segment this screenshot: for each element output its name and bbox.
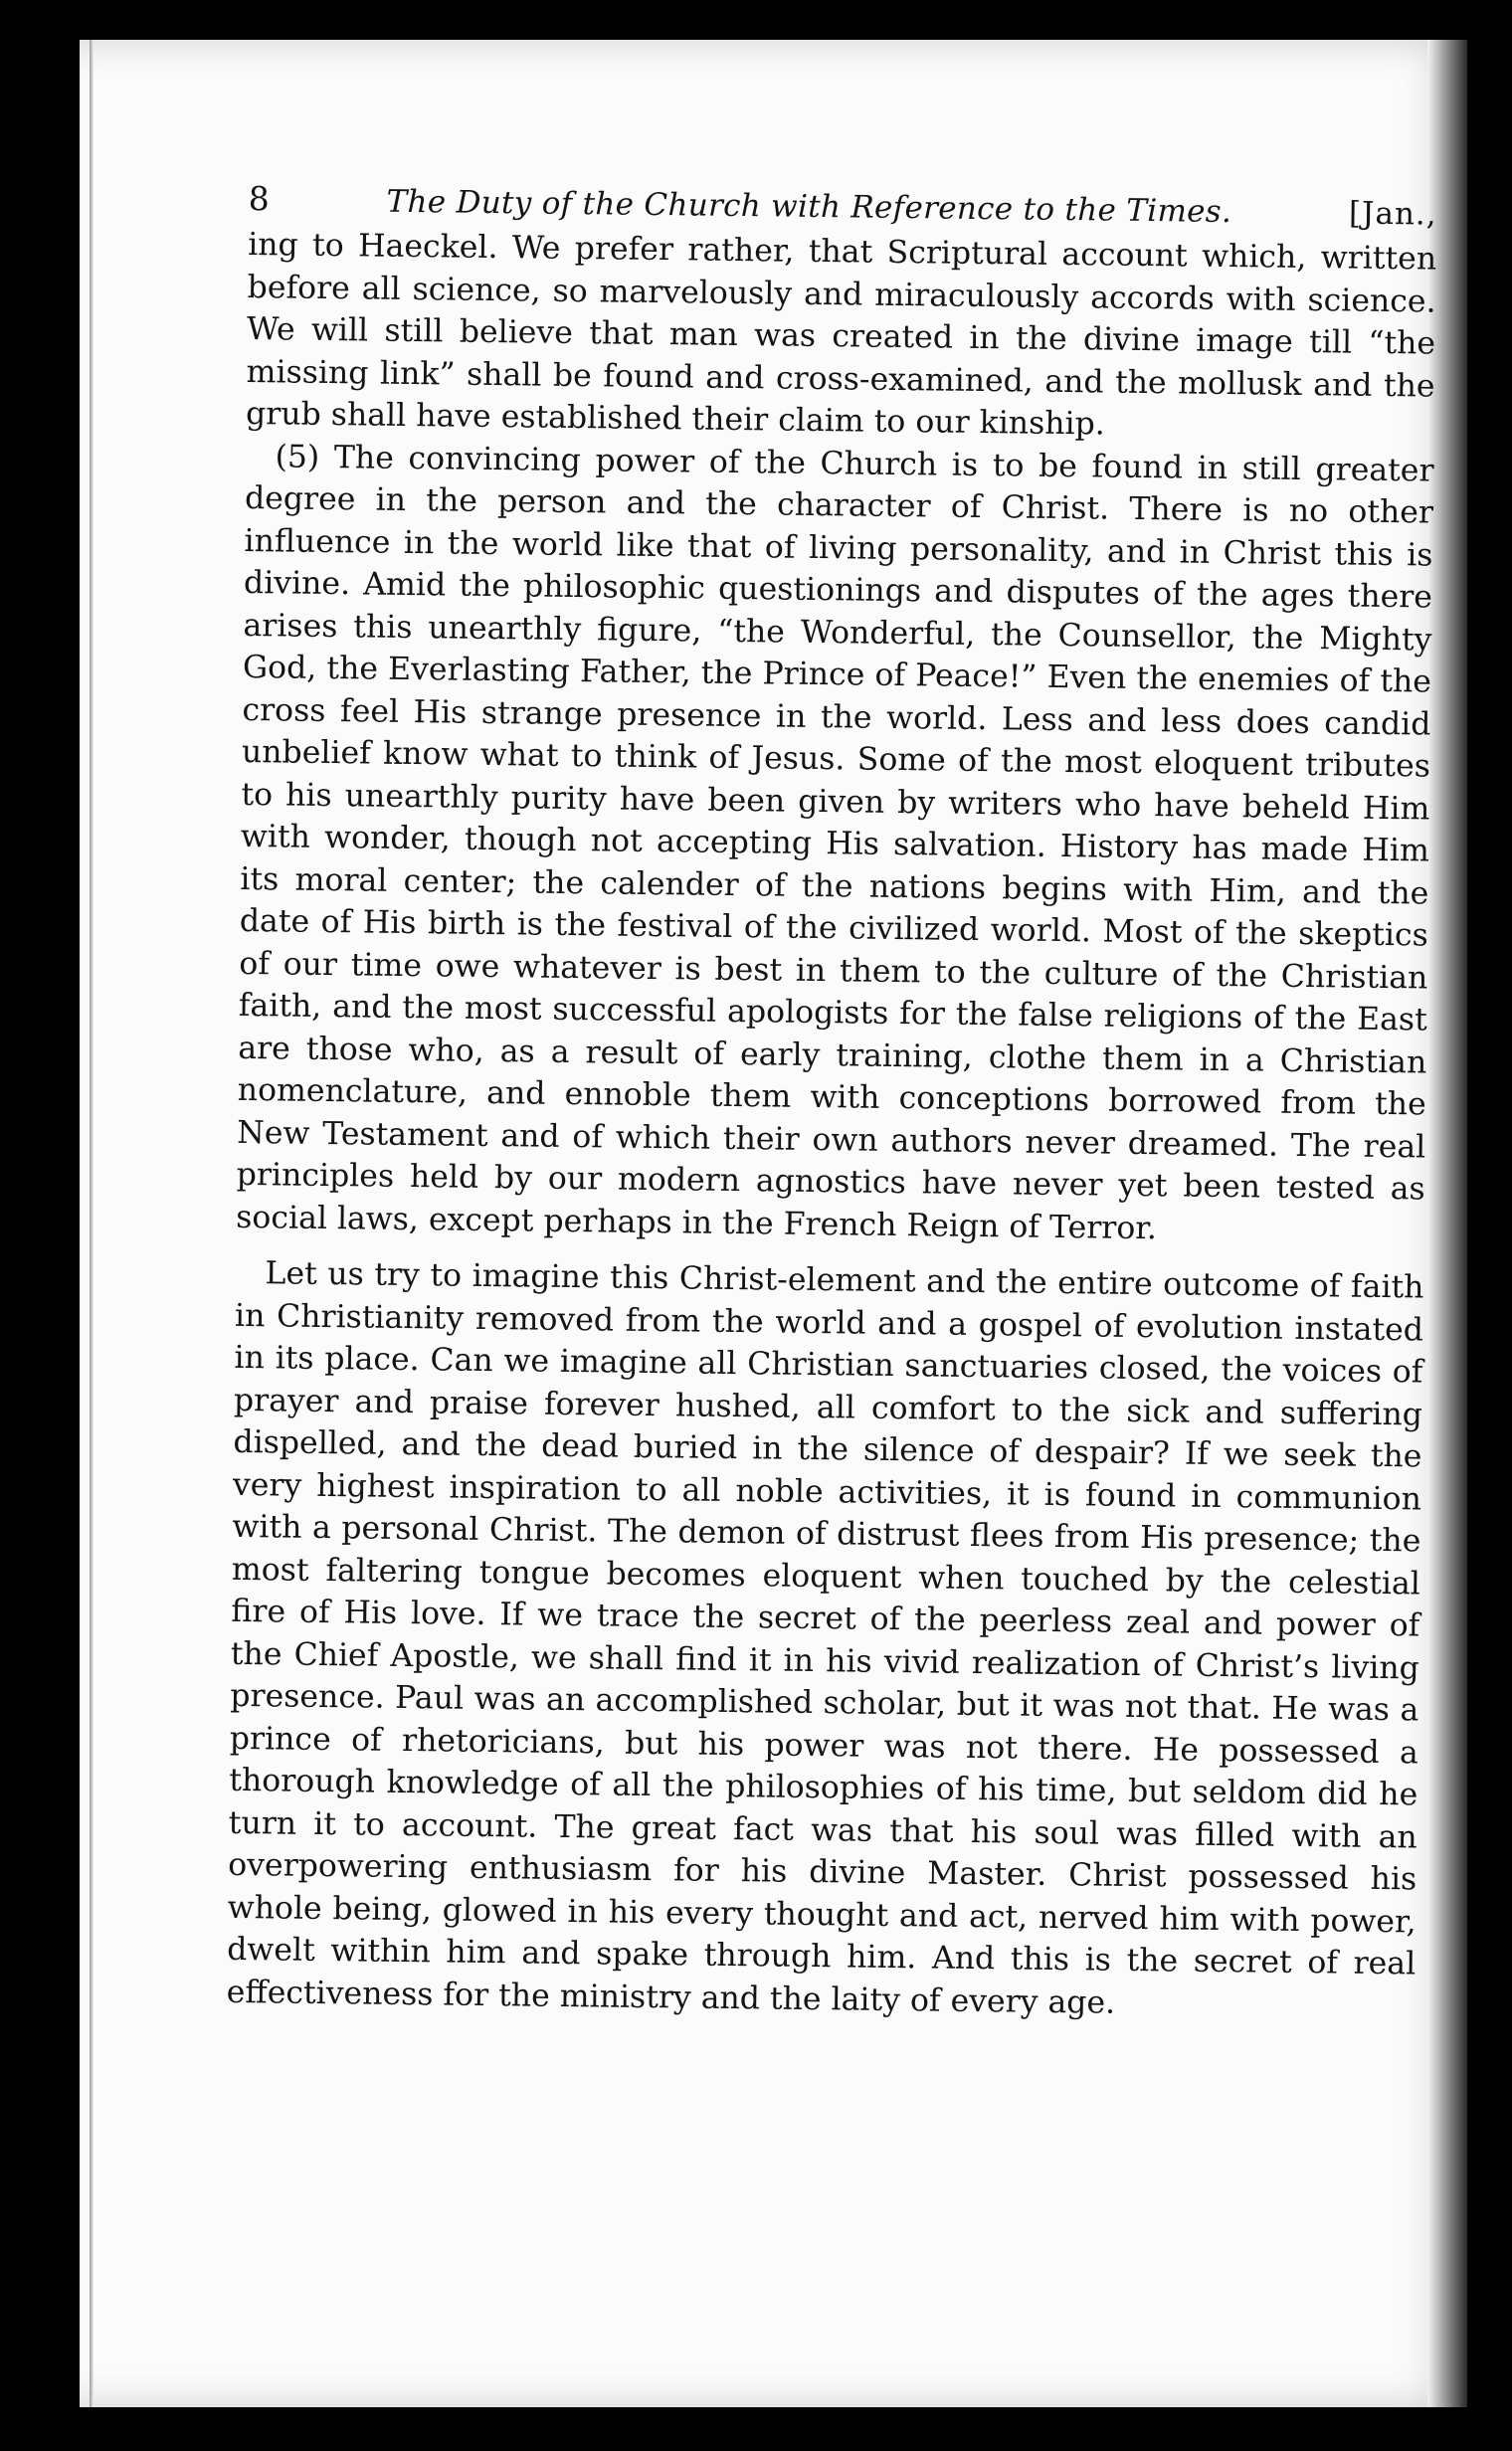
- running-head: [249, 179, 1437, 233]
- running-date: [Jan.,: [1348, 195, 1437, 233]
- paragraph-christ-element: Let us try to imagine this Christ-element and the entire outcome of faith in Christianity removed from the world and a gospel of evolution instated in its place. Can we imagine all Christian sanctuaries closed, the voices of prayer and praise forever hushed, all comfort to the sick and suffering dispelled, and the dead buried in the silence of despair? If we seek the very highest inspiration to all noble activities, it is found in communion with a personal Christ. The demon of distrust flees from His presence; the most faltering tongue becomes eloquent when touched by the celestial fire of His love. If we trace the secret of the peerless zeal and power of the Chief Apostle, we shall find it in his vivid realization of Christ’s living presence. Paul was an accomplished scholar, but it was not that. He was a prince of rhetoricians, but his power was not there. He possessed a thorough knowledge of all the philosophies of his time, but seldom did he turn it to account. The great fact was that his soul was filled with an overpowering enthusiasm for his divine Master. Christ possessed his whole being, glowed in his every thought and act, nerved him with power, dwelt within him and spake through him. And this is the secret of real effectiveness for the ministry and the laity of every age.: [226, 1255, 1424, 2021]
- binding-gutter: [90, 40, 94, 2407]
- paragraph-christ-character: (5) The convincing power of the Church is to be found in still greater degree in the person and the character of Christ. There is no other influence in the world like that of living personality, and in Christ this is divine. Amid the philosophic questionings and disputes of the ages there arises this unearthly figure, “the Wonderful, the Counsellor, the Mighty God, the Everlasting Father, the Prince of Peace!” Even the enemies of the cross feel His strange presence in the world. Less and less does candid unbelief know what to think of Jesus. Some of the most eloquent tributes to his unearthly purity have been given by writers who have beheld Him with wonder, though not accepting His salvation. History has made Him its moral center; the calender of the nations begins with Him, and the date of His birth is the festival of the civilized world. Most of the skeptics of our time owe whatever is best in them to the culture of the Christian faith, and the most successful apologists for the false religions of the East are those who, as a result of early training, clothe them in a Christian nomenclature, and ennoble them with conceptions borrowed from the New Testament and of which their own authors never dreamed. The real principles held by our modern agnostics have never yet been tested as social laws, except perhaps in the French Reign of Terror.: [236, 438, 1434, 1246]
- running-title: The Duty of the Church with Reference to the Times.: [386, 183, 1232, 231]
- body-text: [226, 224, 1436, 2027]
- page-content: [226, 179, 1436, 2027]
- page-number: 8: [248, 179, 270, 219]
- paragraph-continuation: ing to Haeckel. We prefer rather, that Scriptural account which, written before all science, so marvelously and miraculously accords with science. We will still believe that man was created in the divine image till “the missing link” shall be found and cross-examined, and the mollusk and the grub shall have established their claim to our kinship.: [245, 226, 1437, 443]
- scanned-page: [80, 40, 1467, 2407]
